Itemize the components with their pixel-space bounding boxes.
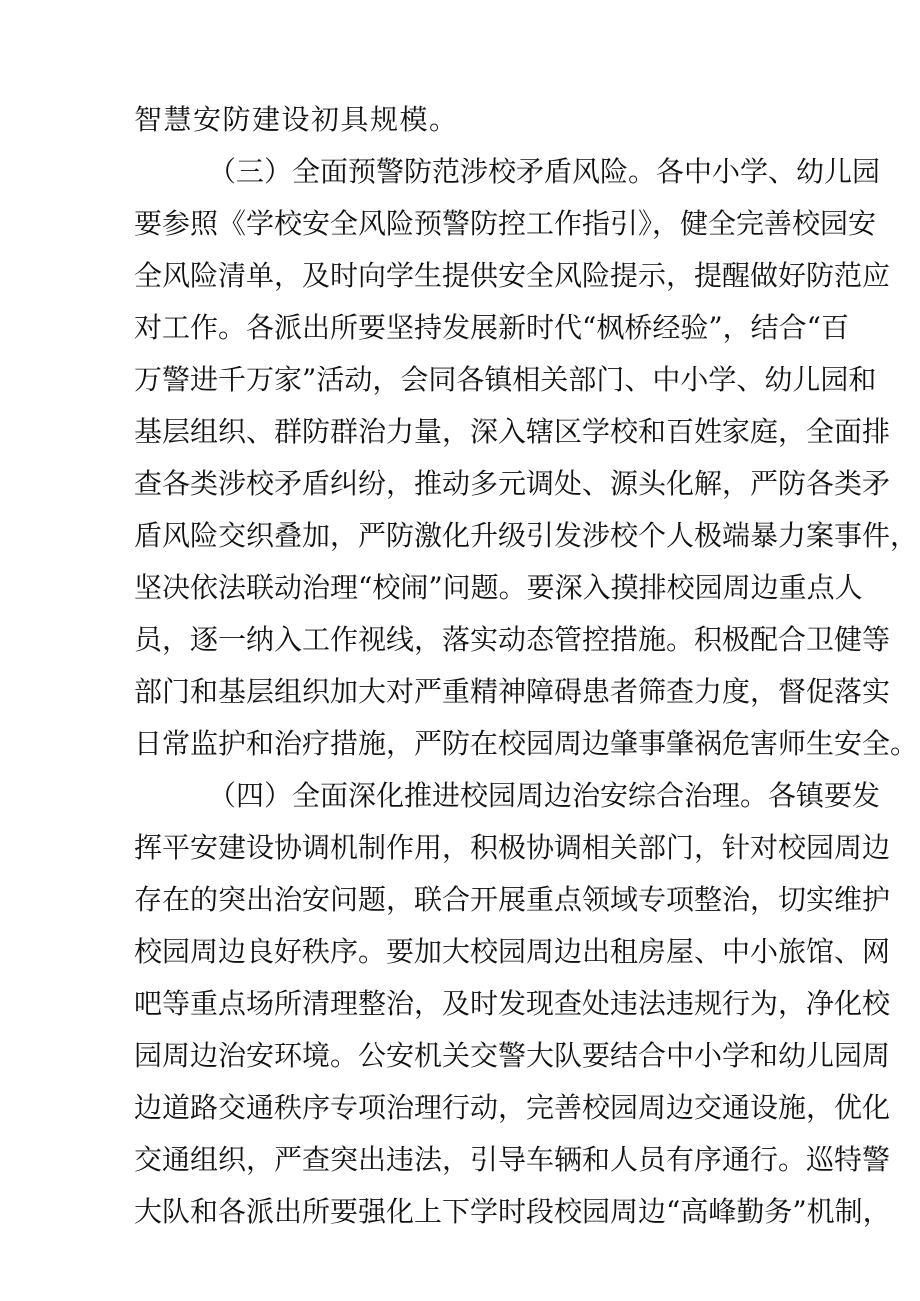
- paragraph-line: 日常监护和治疗措施，严防在校园周边肇事肇祸危害师生安全。: [134, 727, 919, 760]
- paragraph-line: 全风险清单，及时向学生提供安全风险提示，提醒做好防范应: [134, 259, 891, 292]
- paragraph-line: 部门和基层组织加大对严重精神障碍患者筛查力度，督促落实: [134, 675, 891, 708]
- paragraph-line: 对工作。各派出所要坚持发展新时代“枫桥经验”，结合“百: [134, 311, 849, 344]
- paragraph-line: 智慧安防建设初具规模。: [134, 103, 459, 136]
- paragraph-line: 存在的突出治安问题，联合开展重点领域专项整治，切实维护: [134, 883, 891, 916]
- paragraph-line: 校园周边良好秩序。要加大校园周边出租房屋、中小旅馆、网: [134, 935, 891, 968]
- paragraph-line: 交通组织，严查突出违法，引导车辆和人员有序通行。巡特警: [134, 1143, 891, 1176]
- paragraph-line: 盾风险交织叠加，严防激化升级引发涉校个人极端暴力案事件，: [134, 519, 919, 552]
- paragraph-line: （三）全面预警防范涉校矛盾风险。各中小学、幼儿园: [208, 155, 881, 188]
- paragraph-line: 员，逐一纳入工作视线，落实动态管控措施。积极配合卫健等: [134, 623, 891, 656]
- paragraph-line: 吧等重点场所清理整治，及时发现查处违法违规行为，净化校: [134, 987, 891, 1020]
- paragraph-line: （四）全面深化推进校园周边治安综合治理。各镇要发: [208, 779, 881, 812]
- paragraph-line: 坚决依法联动治理“校闹”问题。要深入摸排校园周边重点人: [134, 571, 863, 604]
- paragraph-line: 挥平安建设协调机制作用，积极协调相关部门，针对校园周边: [134, 831, 891, 864]
- paragraph-line: 查各类涉校矛盾纠纷，推动多元调处、源头化解，严防各类矛: [134, 467, 891, 500]
- paragraph-line: 边道路交通秩序专项治理行动，完善校园周边交通设施，优化: [134, 1091, 891, 1124]
- paragraph-line: 基层组织、群防群治力量，深入辖区学校和百姓家庭，全面排: [134, 415, 891, 448]
- paragraph-line: 要参照《学校安全风险预警防控工作指引》，健全完善校园安: [134, 207, 877, 240]
- paragraph-line: 万警进千万家”活动，会同各镇相关部门、中小学、幼儿园和: [134, 363, 877, 396]
- paragraph-line: 大队和各派出所要强化上下学时段校园周边“高峰勤务”机制，: [134, 1195, 891, 1228]
- paragraph-line: 园周边治安环境。公安机关交警大队要结合中小学和幼儿园周: [134, 1039, 891, 1072]
